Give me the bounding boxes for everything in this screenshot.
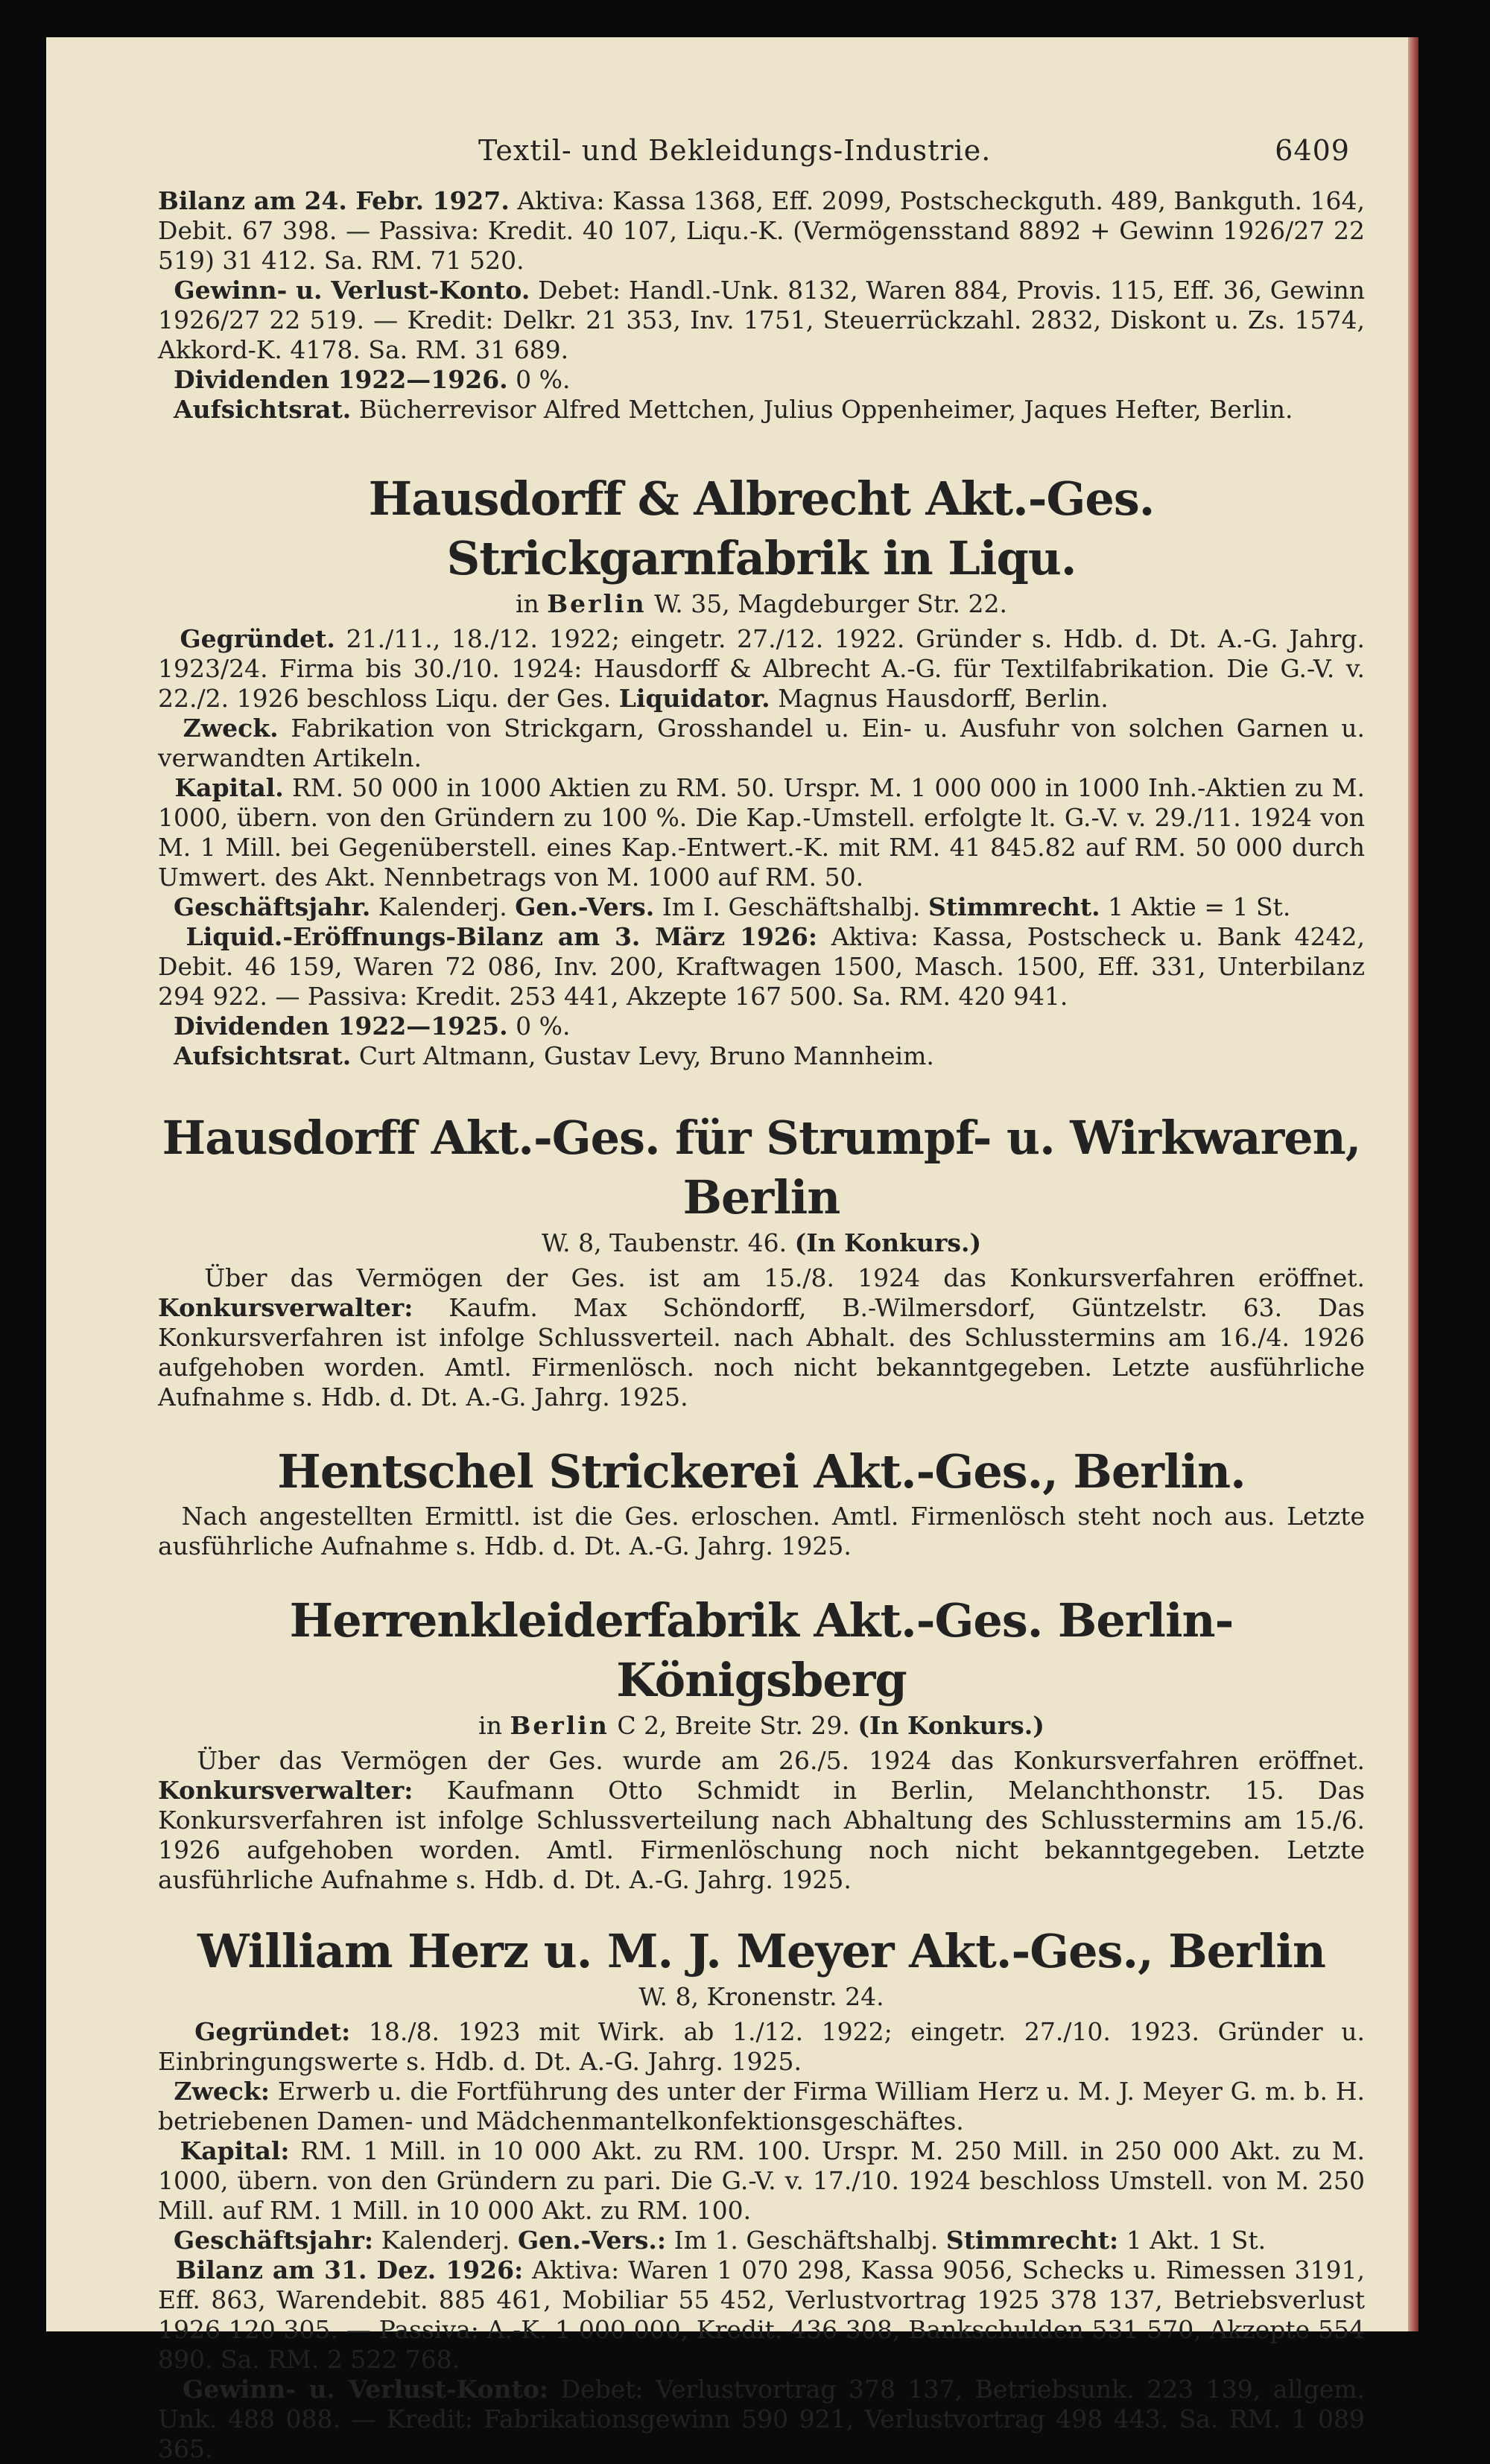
balance-text: Aktiva: Kassa 1368, Eff. 2099, Postscheckguth. 489, Bankguth. 164, Debit. 67 398. — Passiva: Kredit. 40 107, Liqu.-K. (Vermögensstand 8892 + Gewinn 1926/27 22 519) 31 412. Sa. RM. 71 520. [158,186,1365,275]
company-address: W. 8, Kronenstr. 24. [638,1982,884,2011]
scanned-page [46,37,1418,2463]
city-name: Berlin [547,589,647,618]
profit-loss-text: Debet: Handl.-Unk. 8132, Waren 884, Provis. 115, Eff. 36, Gewinn 1926/27 22 519. — Kredit: Delkr. 21 353, Inv. 1751, Steuerrückzahl. 2832, Diskont u. Zs. 1574, Akkord-K. 4178. Sa. RM. 31 689. [158,276,1365,364]
founded-paragraph: Gegründet: 18./8. 1923 mit Wirk. ab 1./12. 1922; eingetr. 27./10. 1923. Gründer u. Einbringungswerte s. Hdb. d. Dt. A.-G. Jahrg. 1925. [158,2017,1365,2076]
supervisory-board-text: Bücherrevisor Alfred Mettchen, Julius Oppenheimer, Jaques Hefter, Berlin. [358,395,1293,424]
dividend-text: 0 %. [516,365,571,394]
balance-label: Bilanz am 24. Febr. 1927. [158,186,510,215]
entry-hausdorff-strumpf [158,1108,1365,1412]
entry-hentschel [158,1442,1365,1561]
profit-loss-paragraph [158,276,1365,365]
entry-hausdorff-albrecht [158,469,1365,1071]
dividend-paragraph [158,365,1365,395]
company-heading: William Herz u. M. J. Meyer Akt.-Ges., Berlin [197,1924,1325,1978]
status-badge: (In Konkurs.) [857,1711,1044,1740]
company-address: W. 8, Taubenstr. 46. (In Konkurs.) [541,1228,982,1257]
capital-paragraph: Kapital. RM. 50 000 in 1000 Aktien zu RM. 50. Urspr. M. 1 000 000 in 1000 Inh.-Aktien zu M. 1000, übern. von den Gründern zu 100 %. Die Kap.-Umstell. erfolgte lt. G.-V. v. 29./11. 1924 von M. 1 Mill. bei Gegenüberstell. eines Kap.-Entwert.-K. mit RM. 41 845.82 auf RM. 50 000 durch Umwert. des Akt. Nennbetrags von M. 1000 auf RM. 50. [158,773,1365,892]
balance-paragraph [158,186,1365,276]
company-heading: Hausdorff & Albrecht Akt.-Ges. Strickgarnfabrik in Liqu. [368,471,1155,585]
book-spine-edge [1408,37,1418,2331]
status-badge: (In Konkurs.) [794,1228,982,1257]
purpose-paragraph: Zweck. Fabrikation von Strickgarn, Grosshandel u. Ein- u. Ausfuhr von solchen Garnen u. verwandten Artikeln. [158,714,1365,772]
fiscal-year-paragraph: Geschäftsjahr. Kalenderj. Gen.-Vers. Im I. Geschäftshalbj. Stimmrecht. 1 Aktie = 1 St. [173,892,1291,921]
capital-paragraph: Kapital: RM. 1 Mill. in 10 000 Akt. zu RM. 100. Urspr. M. 250 Mill. in 250 000 Akt. zu M. 1000, übern. von den Gründern zu pari. Die G.-V. v. 17./10. 1924 beschloss Umstell. von M. 250 Mill. auf RM. 1 Mill. in 10 000 Akt. zu RM. 100. [158,2136,1365,2225]
company-heading: Hausdorff Akt.-Ges. für Strumpf- u. Wirkwaren, Berlin [162,1111,1361,1225]
fiscal-year-paragraph: Geschäftsjahr: Kalenderj. Gen.-Vers.: Im 1. Geschäftshalbj. Stimmrecht: 1 Akt. 1 St. [173,2226,1266,2255]
page-number: 6409 [1275,134,1350,167]
supervisory-board-paragraph [158,395,1365,425]
status-paragraph: Nach angestellten Ermittl. ist die Ges. erloschen. Amtl. Firmenlösch steht noch aus. Letzte ausführliche Aufnahme s. Hdb. d. Dt. A.-G. Jahrg. 1925. [158,1502,1365,1560]
entry-continuation [158,186,1365,425]
company-heading: Herrenkleiderfabrik Akt.-Ges. Berlin-Königsberg [289,1593,1234,1707]
founded-paragraph: Gegründet. 21./11., 18./12. 1922; eingetr. 27./12. 1922. Gründer s. Hdb. d. Dt. A.-G. Jahrg. 1923/24. Firma bis 30./10. 1924: Hausdorff & Albrecht A.-G. für Textilfabrikation. Die G.-V. v. 22./2. 1926 beschloss Liqu. der Ges. Liquidator. Magnus Hausdorff, Berlin. [158,624,1366,713]
bankruptcy-paragraph: Über das Vermögen der Ges. wurde am 26./5. 1924 das Konkursverfahren eröffnet. Konkursverwalter: Kaufmann Otto Schmidt in Berlin, Melanchthonstr. 15. Das Konkursverfahren ist infolge Schlussverteilung nach Abhaltung des Schlusstermins am 15./6. 1926 aufgehoben worden. Amtl. Firmenlöschung noch nicht bekanntgegeben. Letzte ausführliche Aufnahme s. Hdb. d. Dt. A.-G. Jahrg. 1925. [158,1746,1366,1894]
profit-loss-label: Gewinn- u. Verlust-Konto. [174,276,530,305]
bankruptcy-paragraph: Über das Vermögen der Ges. ist am 15./8. 1924 das Konkursverfahren eröffnet. Konkursverwalter: Kaufm. Max Schöndorff, B.-Wilmersdorf, Güntzelstr. 63. Das Konkursverfahren ist infolge Schlussverteil. nach Abhalt. des Schlusstermins am 16./4. 1926 aufgehoben worden. Amtl. Firmenlösch. noch nicht bekanntgegeben. Letzte ausführliche Aufnahme s. Hdb. d. Dt. A.-G. Jahrg. 1925. [158,1263,1365,1412]
running-header [158,134,1365,186]
entry-herrenkleiderfabrik [158,1591,1365,1895]
entry-william-herz [158,1922,1365,2464]
running-head-title: Textil- und Bekleidungs-Industrie. [478,134,992,167]
dividend-label: Dividenden 1922—1926. [173,365,508,394]
liquidator-label: Liquidator. [618,684,770,713]
dividend-paragraph: Dividenden 1922—1925. 0 %. [173,1012,571,1041]
profit-loss-paragraph: Gewinn- u. Verlust-Konto: Debet: Verlustvortrag 378 137, Betriebsunk. 223 139, allgem. Unk. 488 088. — Kredit: Fabrikationsgewinn 590 921, Verlustvortrag 498 443. Sa. RM. 1 089 365. [158,2375,1366,2463]
purpose-paragraph: Zweck: Erwerb u. die Fortführung des unter der Firma William Herz u. M. J. Meyer G. m. b. H. betriebenen Damen- und Mädchenmantelkonfektionsgeschäftes. [158,2077,1365,2136]
balance-paragraph: Liquid.-Eröffnungs-Bilanz am 3. März 1926: Aktiva: Kassa, Postscheck u. Bank 4242, Debit. 46 159, Waren 72 086, Inv. 200, Kraftwagen 1500, Masch. 1500, Eff. 331, Unterbilanz 294 922. — Passiva: Kredit. 253 441, Akzepte 167 500. Sa. RM. 420 941. [158,922,1365,1011]
supervisory-board-paragraph: Aufsichtsrat. Curt Altmann, Gustav Levy, Bruno Mannheim. [173,1041,934,1070]
company-address: in Berlin C 2, Breite Str. 29. (In Konkurs.) [478,1711,1044,1740]
city-name: Berlin [510,1711,609,1740]
page-content [158,134,1365,2464]
balance-paragraph: Bilanz am 31. Dez. 1926: Aktiva: Waren 1 070 298, Kassa 9056, Schecks u. Rimessen 3191, Eff. 863, Warendebit. 885 461, Mobiliar 55 452, Verlustvortrag 1925 378 137, Betriebsverlust 1926 120 305. — Passiva: A.-K. 1 000 000, Kredit. 436 308, Bankschulden 531 570, Akzepte 554 890. Sa. RM. 2 522 768. [158,2255,1365,2374]
company-heading: Hentschel Strickerei Akt.-Ges., Berlin. [277,1444,1246,1499]
company-address: in Berlin W. 35, Magdeburger Str. 22. [515,589,1008,618]
supervisory-board-label: Aufsichtsrat. [173,395,352,424]
